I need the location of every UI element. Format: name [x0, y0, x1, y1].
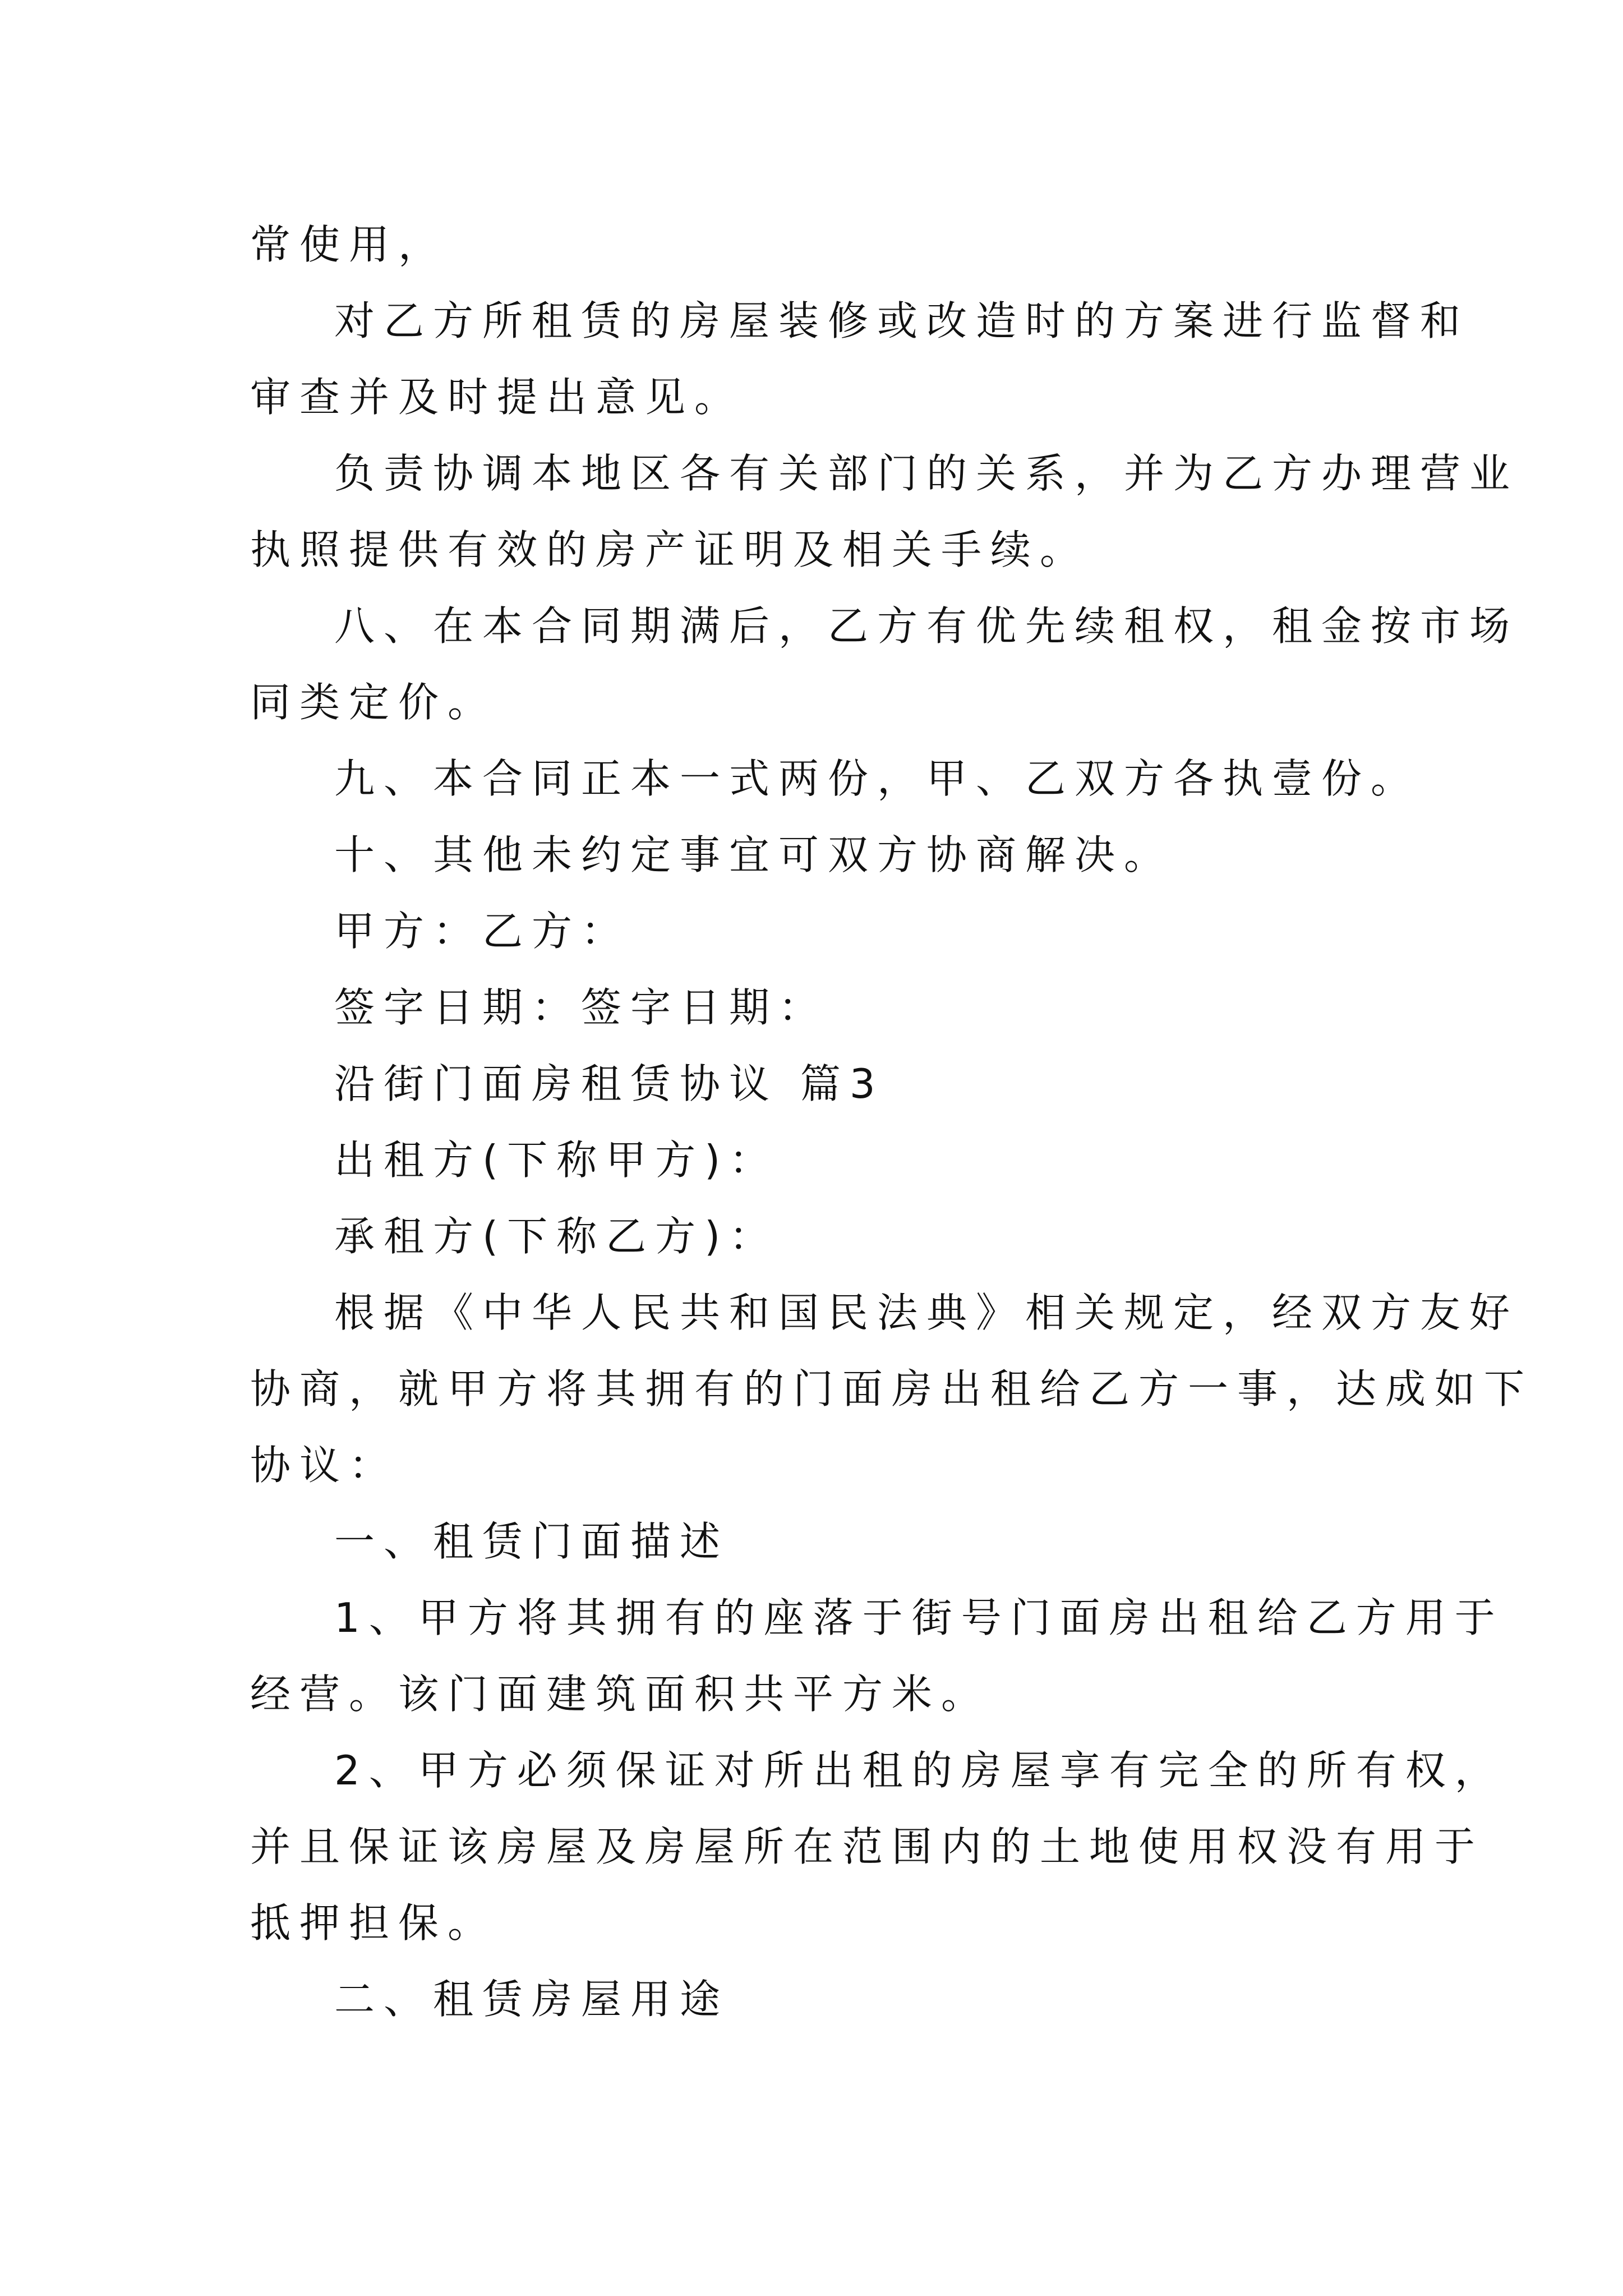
text-line: 十、其他未约定事宜可双方协商解决。 — [334, 831, 1174, 878]
text-line: 经营。该门面建筑面积共平方米。 — [250, 1671, 991, 1718]
lessor-line: 出租方(下称甲方)： — [334, 1137, 779, 1184]
clause-heading: 一、租赁门面描述 — [334, 1518, 730, 1565]
text-line: 1、甲方将其拥有的座落于街号门面房出租给乙方用于 — [334, 1594, 1504, 1641]
text-line: 抵押担保。 — [250, 1899, 497, 1947]
text-line: 并且保证该房屋及房屋所在范围内的土地使用权没有用于 — [250, 1823, 1484, 1870]
text-line: 常使用， — [250, 221, 448, 268]
text-line: 负责协调本地区各有关部门的关系，并为乙方办理营业 — [334, 450, 1519, 497]
text-line: 根据《中华人民共和国民法典》相关规定，经双方友好 — [334, 1289, 1519, 1336]
signature-date-line: 签字日期：签字日期： — [334, 984, 828, 1031]
section-title: 沿街门面房租赁协议 篇3 — [334, 1060, 884, 1107]
text-line: 对乙方所租赁的房屋装修或改造时的方案进行监督和 — [334, 297, 1470, 344]
text-line: 八、在本合同期满后，乙方有优先续租权，租金按市场 — [334, 602, 1519, 650]
text-line: 2、甲方必须保证对所出租的房屋享有完全的所有权， — [334, 1747, 1504, 1794]
lessee-line: 承租方(下称乙方)： — [334, 1213, 779, 1260]
text-line: 协商，就甲方将其拥有的门面房出租给乙方一事，达成如下 — [250, 1365, 1534, 1412]
text-line: 协议： — [250, 1442, 399, 1489]
text-line: 同类定价。 — [250, 679, 497, 726]
clause-heading: 二、租赁房屋用途 — [334, 1976, 730, 2023]
document-body — [250, 206, 1534, 2037]
signature-parties-line: 甲方：乙方： — [334, 908, 631, 955]
text-line: 审查并及时提出意见。 — [250, 374, 744, 421]
text-line: 执照提供有效的房产证明及相关手续。 — [250, 526, 1090, 573]
text-line: 九、本合同正本一式两份，甲、乙双方各执壹份。 — [334, 755, 1421, 802]
